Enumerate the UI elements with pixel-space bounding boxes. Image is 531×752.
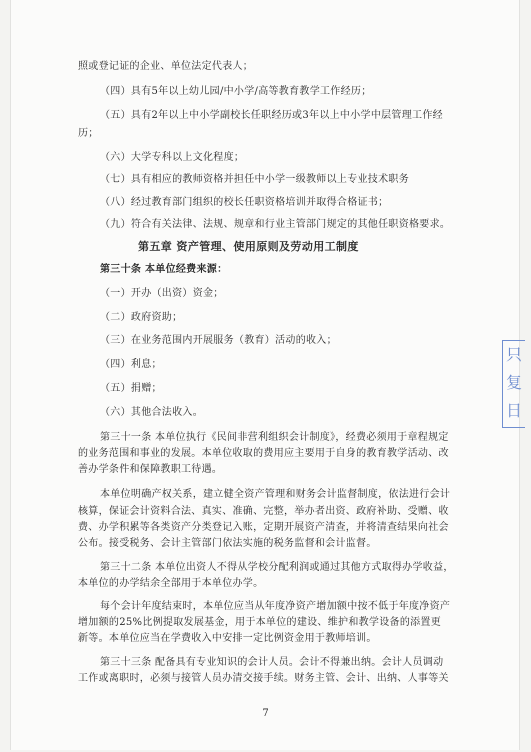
text-line: （四）利息； xyxy=(100,359,162,370)
stamp-char: 只 xyxy=(505,345,522,364)
text-line: （五）具有2年以上中小学副校长任职经历或3年以上中小学中层管理工作经 xyxy=(100,110,443,121)
text-line: 费、办学积累等各类资产分类登记入账，定期开展资产清查，并将清查结果向社会 xyxy=(78,522,449,533)
text-line: 工作或离职时，必须与接管人员办清交接手续。财务主管、会计、出纳、人事等关 xyxy=(78,673,449,684)
text-line: 每个会计年度结束时，本单位应当从年度净资产增加额中按不低于年度净资产 xyxy=(100,601,451,612)
text-line: （三）在业务范围内开展服务（教育）活动的收入； xyxy=(100,335,337,346)
text-line: 本单位的办学结余全部用于本单位办学。 xyxy=(78,578,264,589)
text-line: （六）其他合法收入。 xyxy=(100,407,203,418)
text-line: （一）开办（出资）资金； xyxy=(100,288,224,299)
text-line: 公布。接受税务、会计主管部门依法实施的税务监督和会计监督。 xyxy=(78,538,377,549)
chapter-heading: 第五章 资产管理、使用原则及劳动用工制度 xyxy=(138,240,359,253)
text-line: （八）经过教育部门组织的校长任职资格培训并取得合格证书； xyxy=(100,197,389,208)
text-line: 的业务范围和事业的发展。本单位收取的费用应主要用于自身的教育教学活动、改 xyxy=(78,448,449,459)
article-paragraph: 第三十一条 本单位执行《民间非营利组织会计制度》，经费必须用于章程规定 xyxy=(100,432,449,443)
stamp-char: 日 xyxy=(505,401,522,420)
text-line: 历； xyxy=(78,128,99,139)
text-line: 善办学条件和保障教职工待遇。 xyxy=(78,464,223,475)
article-paragraph: 第三十二条 本单位出资人不得从学校分配利润或通过其他方式取得办学收益， xyxy=(100,562,454,573)
text-line: （七）具有相应的教师资格并担任中小学一级教师以上专业技术职务 xyxy=(100,174,409,185)
article-heading: 第三十条 本单位经费来源： xyxy=(100,264,228,275)
text-line: （二）政府资助； xyxy=(100,312,183,323)
page-number: 7 xyxy=(262,708,269,719)
text-line: 增加额的25%比例提取发展基金，用于本单位的建设、维护和教学设备的添置更 xyxy=(78,617,442,628)
text-line: （四）具有5年以上幼儿园/中小学/高等教育教学工作经历； xyxy=(100,86,372,97)
article-paragraph: 第三十三条 配备具有专业知识的会计人员。会计不得兼出纳。会计人员调动 xyxy=(100,657,444,668)
blue-stamp xyxy=(502,340,525,428)
text-line: 新等。本单位应当在学费收入中安排一定比例资金用于教师培训。 xyxy=(78,633,377,644)
text-line: （六）大学专科以上文化程度； xyxy=(100,152,245,163)
text-line: 照或登记证的企业、单位法定代表人； xyxy=(78,61,254,72)
text-line: 本单位明确产权关系，建立健全资产管理和财务会计监督制度，依法进行会计 xyxy=(100,489,451,500)
stamp-char: 复 xyxy=(505,373,522,392)
text-line: （五）捐赠； xyxy=(100,383,162,394)
text-line: 核算，保证会计资料合法、真实、准确、完整，举办者出资、政府补助、受赠、收 xyxy=(78,506,449,517)
text-line: （九）符合有关法律、法规、规章和行业主管部门规定的其他任职资格要求。 xyxy=(100,219,451,230)
